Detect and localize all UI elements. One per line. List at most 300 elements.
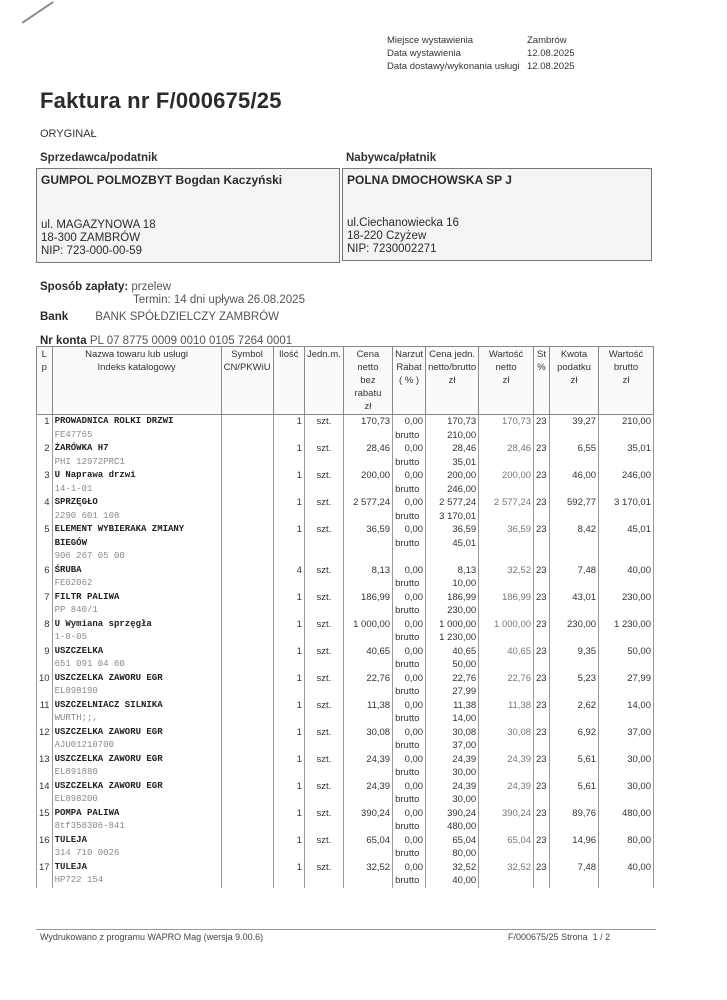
row-net-value: 24,39 bbox=[479, 780, 534, 794]
buyer-street: ul.Ciechanowiecka 16 bbox=[347, 217, 459, 229]
row-tax-amount: 14,96 bbox=[549, 834, 598, 848]
table-row bbox=[37, 496, 654, 510]
row-index: 14-1-01 bbox=[52, 483, 221, 497]
row-net-empty bbox=[479, 456, 534, 470]
row-gross-empty bbox=[599, 874, 654, 888]
row-symbol bbox=[221, 469, 273, 483]
row-unit: szt. bbox=[304, 807, 343, 821]
row-symbol-empty bbox=[221, 658, 273, 672]
row-qty: 1 bbox=[273, 591, 304, 605]
table-row-sub bbox=[37, 631, 654, 645]
row-unit: szt. bbox=[304, 834, 343, 848]
row-index: WURTH;;, bbox=[52, 712, 221, 726]
row-lp: 11 bbox=[37, 699, 53, 713]
delivery-date-value: 12.08.2025 bbox=[527, 61, 575, 72]
row-unit-empty bbox=[304, 537, 343, 551]
buyer-box bbox=[342, 168, 652, 261]
col-lp: L p bbox=[37, 347, 53, 415]
row-symbol-empty bbox=[221, 631, 273, 645]
row-vat-rate: 23 bbox=[534, 469, 550, 483]
row-unit-empty bbox=[304, 820, 343, 834]
row-unit-gross: 210,00 bbox=[426, 429, 479, 443]
table-row-sub bbox=[37, 874, 654, 888]
row-qty: 4 bbox=[273, 564, 304, 578]
row-price: 8,13 bbox=[343, 564, 392, 578]
row-gross-value: 30,00 bbox=[599, 780, 654, 794]
row-symbol-empty bbox=[221, 820, 273, 834]
row-tax-empty bbox=[549, 429, 598, 443]
row-net-empty bbox=[479, 577, 534, 591]
row-vat-empty bbox=[534, 604, 550, 618]
row-gross-empty bbox=[599, 537, 654, 551]
row-unit-net: 200,00 bbox=[426, 469, 479, 483]
row-qty-empty bbox=[273, 712, 304, 726]
row-lp: 4 bbox=[37, 496, 53, 510]
row-unit-gross: 14,00 bbox=[426, 712, 479, 726]
row-lp-empty bbox=[37, 604, 53, 618]
row-empty-cell bbox=[479, 550, 534, 564]
row-qty: 1 bbox=[273, 672, 304, 686]
row-index: 314 710 0026 bbox=[52, 847, 221, 861]
row-symbol bbox=[221, 442, 273, 456]
row-symbol-empty bbox=[221, 793, 273, 807]
row-index: AJU01210700 bbox=[52, 739, 221, 753]
table-row bbox=[37, 415, 654, 429]
col-unit-price: Cena jedn. netto/brutto zł bbox=[426, 347, 479, 415]
row-vat-rate: 23 bbox=[534, 415, 550, 429]
row-net-empty bbox=[479, 712, 534, 726]
row-symbol bbox=[221, 523, 273, 537]
row-unit-net: 22,76 bbox=[426, 672, 479, 686]
bank-row bbox=[40, 311, 279, 323]
table-row-sub bbox=[37, 847, 654, 861]
row-name: ELEMENT WYBIERAKA ZMIANY bbox=[52, 523, 221, 537]
row-unit: szt. bbox=[304, 645, 343, 659]
row-net-empty bbox=[479, 766, 534, 780]
row-empty-cell bbox=[599, 550, 654, 564]
row-gross-value: 45,01 bbox=[599, 523, 654, 537]
row-lp: 2 bbox=[37, 442, 53, 456]
footer-page-label: Strona bbox=[561, 932, 588, 942]
row-unit: szt. bbox=[304, 496, 343, 510]
table-row bbox=[37, 726, 654, 740]
row-lp-empty bbox=[37, 874, 53, 888]
table-row-sub bbox=[37, 483, 654, 497]
table-row bbox=[37, 807, 654, 821]
row-lp: 10 bbox=[37, 672, 53, 686]
row-gross-empty bbox=[599, 847, 654, 861]
row-gross-empty bbox=[599, 604, 654, 618]
row-qty: 1 bbox=[273, 726, 304, 740]
row-index: HP722 154 bbox=[52, 874, 221, 888]
row-tax-empty bbox=[549, 793, 598, 807]
row-lp-empty bbox=[37, 685, 53, 699]
row-net-value: 32,52 bbox=[479, 564, 534, 578]
row-unit-net: 170,73 bbox=[426, 415, 479, 429]
row-price: 24,39 bbox=[343, 780, 392, 794]
row-net-value: 170,73 bbox=[479, 415, 534, 429]
row-symbol bbox=[221, 672, 273, 686]
table-row bbox=[37, 523, 654, 537]
row-lp: 5 bbox=[37, 523, 53, 537]
row-qty-empty bbox=[273, 847, 304, 861]
row-index: PHI 12972PRC1 bbox=[52, 456, 221, 470]
row-tax-amount: 230,00 bbox=[549, 618, 598, 632]
delivery-date-label: Data dostawy/wykonania usługi bbox=[387, 61, 520, 72]
row-price: 36,59 bbox=[343, 523, 392, 537]
row-gross-empty bbox=[599, 658, 654, 672]
row-net-value: 390,24 bbox=[479, 807, 534, 821]
row-unit: szt. bbox=[304, 564, 343, 578]
row-net-empty bbox=[479, 429, 534, 443]
row-unit-net: 30,08 bbox=[426, 726, 479, 740]
row-tax-empty bbox=[549, 577, 598, 591]
row-unit-gross: 35,01 bbox=[426, 456, 479, 470]
row-unit-net: 36,59 bbox=[426, 523, 479, 537]
row-gross-value: 1 230,00 bbox=[599, 618, 654, 632]
table-row-sub bbox=[37, 685, 654, 699]
row-brutto-label: brutto bbox=[393, 456, 426, 470]
col-name: Nazwa towaru lub usługi Indeks katalogowy bbox=[52, 347, 221, 415]
row-tax-empty bbox=[549, 658, 598, 672]
row-tax-empty bbox=[549, 510, 598, 524]
row-index: EL891880 bbox=[52, 766, 221, 780]
row-unit-empty bbox=[304, 577, 343, 591]
row-name: ŚRUBA bbox=[52, 564, 221, 578]
col-vat-rate: St % bbox=[534, 347, 550, 415]
row-empty-cell bbox=[534, 550, 550, 564]
seller-name: GUMPOL POLMOZBYT Bogdan Kaczyński bbox=[41, 173, 283, 187]
row-tax-empty bbox=[549, 456, 598, 470]
row-qty-empty bbox=[273, 577, 304, 591]
row-tax-amount: 5,61 bbox=[549, 780, 598, 794]
row-unit: szt. bbox=[304, 618, 343, 632]
row-lp: 16 bbox=[37, 834, 53, 848]
row-unit-gross: 37,00 bbox=[426, 739, 479, 753]
row-lp-empty bbox=[37, 631, 53, 645]
row-brutto-label: brutto bbox=[393, 604, 426, 618]
buyer-label: Nabywca/płatnik bbox=[346, 152, 437, 164]
row-lp-empty bbox=[37, 820, 53, 834]
row-vat-empty bbox=[534, 766, 550, 780]
row-qty-empty bbox=[273, 820, 304, 834]
row-vat-empty bbox=[534, 793, 550, 807]
row-net-value: 40,65 bbox=[479, 645, 534, 659]
row-price: 170,73 bbox=[343, 415, 392, 429]
row-qty-empty bbox=[273, 793, 304, 807]
row-brutto-label: brutto bbox=[393, 685, 426, 699]
row-tax-empty bbox=[549, 483, 598, 497]
row-tax-empty bbox=[549, 847, 598, 861]
seller-nip: NIP: 723-000-00-59 bbox=[41, 245, 143, 257]
row-index: EL898190 bbox=[52, 685, 221, 699]
row-lp: 3 bbox=[37, 469, 53, 483]
col-tax-amount: Kwota podatku zł bbox=[549, 347, 598, 415]
row-unit-net: 1 000,00 bbox=[426, 618, 479, 632]
row-net-value: 2 577,24 bbox=[479, 496, 534, 510]
row-name: USZCZELKA ZAWORU EGR bbox=[52, 753, 221, 767]
row-vat-rate: 23 bbox=[534, 699, 550, 713]
row-price: 30,08 bbox=[343, 726, 392, 740]
row-name: PROWADNICA ROLKI DRZWI bbox=[52, 415, 221, 429]
table-row-sub bbox=[37, 820, 654, 834]
row-qty: 1 bbox=[273, 442, 304, 456]
row-symbol-empty bbox=[221, 847, 273, 861]
row-net-empty bbox=[479, 510, 534, 524]
table-row-sub bbox=[37, 429, 654, 443]
row-net-value: 36,59 bbox=[479, 523, 534, 537]
row-lp: 13 bbox=[37, 753, 53, 767]
row-price-empty bbox=[343, 537, 392, 551]
row-symbol-empty bbox=[221, 874, 273, 888]
row-qty-empty bbox=[273, 483, 304, 497]
row-price-empty bbox=[343, 766, 392, 780]
col-symbol: Symbol CN/PKWiU bbox=[221, 347, 273, 415]
invoice-meta bbox=[387, 34, 575, 73]
row-name: POMPA PALIWA bbox=[52, 807, 221, 821]
row-gross-empty bbox=[599, 739, 654, 753]
row-qty-empty bbox=[273, 604, 304, 618]
row-price: 65,04 bbox=[343, 834, 392, 848]
payment-method-value: przelew bbox=[131, 281, 172, 293]
row-unit-net: 390,24 bbox=[426, 807, 479, 821]
row-index: 651 091 04 60 bbox=[52, 658, 221, 672]
row-symbol bbox=[221, 564, 273, 578]
row-tax-amount: 592,77 bbox=[549, 496, 598, 510]
row-symbol bbox=[221, 645, 273, 659]
row-unit-empty bbox=[304, 766, 343, 780]
row-vat-rate: 23 bbox=[534, 672, 550, 686]
row-lp: 12 bbox=[37, 726, 53, 740]
row-net-value: 11,38 bbox=[479, 699, 534, 713]
table-row-sub bbox=[37, 766, 654, 780]
row-empty-cell bbox=[426, 550, 479, 564]
row-brutto-label: brutto bbox=[393, 631, 426, 645]
row-unit-empty bbox=[304, 483, 343, 497]
row-price-empty bbox=[343, 847, 392, 861]
row-price: 24,39 bbox=[343, 753, 392, 767]
row-net-empty bbox=[479, 820, 534, 834]
row-unit: szt. bbox=[304, 726, 343, 740]
row-symbol-empty bbox=[221, 429, 273, 443]
bank-value: BANK SPÓŁDZIELCZY ZAMBRÓW bbox=[95, 311, 280, 323]
row-unit-gross: 10,00 bbox=[426, 577, 479, 591]
row-unit-net: 24,39 bbox=[426, 780, 479, 794]
row-lp-empty bbox=[37, 793, 53, 807]
row-gross-value: 35,01 bbox=[599, 442, 654, 456]
table-row bbox=[37, 645, 654, 659]
row-qty: 1 bbox=[273, 807, 304, 821]
row-symbol-empty bbox=[221, 510, 273, 524]
row-vat-rate: 23 bbox=[534, 523, 550, 537]
row-tax-empty bbox=[549, 874, 598, 888]
row-empty-cell bbox=[549, 550, 598, 564]
table-row-sub bbox=[37, 510, 654, 524]
row-symbol bbox=[221, 834, 273, 848]
row-tax-amount: 6,92 bbox=[549, 726, 598, 740]
row-symbol-empty bbox=[221, 577, 273, 591]
row-lp-empty bbox=[37, 537, 53, 551]
row-qty-empty bbox=[273, 631, 304, 645]
table-row bbox=[37, 699, 654, 713]
row-unit-gross: 480,00 bbox=[426, 820, 479, 834]
row-unit-gross: 30,00 bbox=[426, 793, 479, 807]
row-unit: szt. bbox=[304, 591, 343, 605]
row-tax-amount: 2,62 bbox=[549, 699, 598, 713]
row-qty-empty bbox=[273, 429, 304, 443]
row-unit-gross: 45,01 bbox=[426, 537, 479, 551]
row-name: SPRZĘGŁO bbox=[52, 496, 221, 510]
row-gross-value: 246,00 bbox=[599, 469, 654, 483]
row-gross-empty bbox=[599, 820, 654, 834]
row-gross-empty bbox=[599, 766, 654, 780]
row-tax-empty bbox=[549, 766, 598, 780]
row-unit-net: 28,46 bbox=[426, 442, 479, 456]
row-index: EL898200 bbox=[52, 793, 221, 807]
row-lp: 14 bbox=[37, 780, 53, 794]
row-qty: 1 bbox=[273, 780, 304, 794]
copy-type: ORYGINAŁ bbox=[40, 128, 97, 140]
row-vat-empty bbox=[534, 874, 550, 888]
row-unit-empty bbox=[304, 658, 343, 672]
row-lp: 9 bbox=[37, 645, 53, 659]
row-name: U Naprawa drzwi bbox=[52, 469, 221, 483]
row-brutto-label: brutto bbox=[393, 537, 426, 551]
row-unit-empty bbox=[304, 739, 343, 753]
table-row bbox=[37, 834, 654, 848]
row-name: TULEJA bbox=[52, 861, 221, 875]
row-unit: szt. bbox=[304, 415, 343, 429]
row-net-value: 186,99 bbox=[479, 591, 534, 605]
row-empty-cell bbox=[393, 550, 426, 564]
row-lp-empty bbox=[37, 658, 53, 672]
row-discount: 0,00 bbox=[393, 861, 426, 875]
col-price: Cena netto bez rabatu zł bbox=[343, 347, 392, 415]
row-net-value: 200,00 bbox=[479, 469, 534, 483]
row-index: FE47765 bbox=[52, 429, 221, 443]
row-lp: 1 bbox=[37, 415, 53, 429]
row-qty-empty bbox=[273, 658, 304, 672]
row-unit: szt. bbox=[304, 780, 343, 794]
row-discount: 0,00 bbox=[393, 672, 426, 686]
row-gross-empty bbox=[599, 685, 654, 699]
row-price-empty bbox=[343, 685, 392, 699]
row-price-empty bbox=[343, 483, 392, 497]
row-tax-empty bbox=[549, 712, 598, 726]
row-vat-empty bbox=[534, 820, 550, 834]
invoice-title: Faktura nr F/000675/25 bbox=[40, 88, 282, 113]
row-tax-amount: 8,42 bbox=[549, 523, 598, 537]
row-net-empty bbox=[479, 631, 534, 645]
row-price: 2 577,24 bbox=[343, 496, 392, 510]
footer-page-value: 1 / 2 bbox=[592, 932, 611, 942]
row-unit-empty bbox=[304, 712, 343, 726]
row-brutto-label: brutto bbox=[393, 820, 426, 834]
table-row-sub bbox=[37, 739, 654, 753]
row-qty: 1 bbox=[273, 834, 304, 848]
row-vat-empty bbox=[534, 510, 550, 524]
row-gross-empty bbox=[599, 483, 654, 497]
row-gross-value: 230,00 bbox=[599, 591, 654, 605]
row-vat-rate: 23 bbox=[534, 726, 550, 740]
row-qty: 1 bbox=[273, 645, 304, 659]
row-price-empty bbox=[343, 793, 392, 807]
row-vat-empty bbox=[534, 483, 550, 497]
row-index: 1-0-05 bbox=[52, 631, 221, 645]
payment-method bbox=[40, 281, 171, 293]
row-name: USZCZELKA ZAWORU EGR bbox=[52, 726, 221, 740]
row-empty-cell bbox=[221, 550, 273, 564]
row-symbol bbox=[221, 496, 273, 510]
row-unit-gross: 27,99 bbox=[426, 685, 479, 699]
row-discount: 0,00 bbox=[393, 469, 426, 483]
row-vat-rate: 23 bbox=[534, 753, 550, 767]
buyer-nip: NIP: 7230002271 bbox=[347, 243, 437, 255]
place-label: Miejsce wystawienia bbox=[387, 35, 474, 46]
row-unit-gross: 230,00 bbox=[426, 604, 479, 618]
row-unit-net: 24,39 bbox=[426, 753, 479, 767]
seller-box bbox=[36, 168, 340, 263]
row-qty-empty bbox=[273, 685, 304, 699]
row-gross-value: 40,00 bbox=[599, 861, 654, 875]
row-net-empty bbox=[479, 793, 534, 807]
row-qty: 1 bbox=[273, 523, 304, 537]
col-discount: Narzut Rabat ( % ) bbox=[393, 347, 426, 415]
row-tax-amount: 6,55 bbox=[549, 442, 598, 456]
row-unit-net: 11,38 bbox=[426, 699, 479, 713]
row-net-value: 28,46 bbox=[479, 442, 534, 456]
table-row bbox=[37, 618, 654, 632]
row-price-empty bbox=[343, 456, 392, 470]
items-table bbox=[36, 346, 654, 888]
row-price-empty bbox=[343, 820, 392, 834]
row-price-empty bbox=[343, 631, 392, 645]
row-lp: 17 bbox=[37, 861, 53, 875]
row-discount: 0,00 bbox=[393, 645, 426, 659]
row-qty: 1 bbox=[273, 753, 304, 767]
row-vat-empty bbox=[534, 537, 550, 551]
row-price-empty bbox=[343, 577, 392, 591]
row-price-empty bbox=[343, 604, 392, 618]
table-row bbox=[37, 469, 654, 483]
row-unit: szt. bbox=[304, 469, 343, 483]
row-net-empty bbox=[479, 685, 534, 699]
row-brutto-label: brutto bbox=[393, 483, 426, 497]
row-unit-gross: 3 170,01 bbox=[426, 510, 479, 524]
row-lp-empty bbox=[37, 712, 53, 726]
row-price-empty bbox=[343, 874, 392, 888]
row-unit-gross: 80,00 bbox=[426, 847, 479, 861]
row-gross-value: 40,00 bbox=[599, 564, 654, 578]
row-unit: szt. bbox=[304, 523, 343, 537]
table-row-sub bbox=[37, 658, 654, 672]
row-qty-empty bbox=[273, 456, 304, 470]
row-vat-empty bbox=[534, 429, 550, 443]
row-price-empty bbox=[343, 739, 392, 753]
row-tax-amount: 89,76 bbox=[549, 807, 598, 821]
row-vat-empty bbox=[534, 712, 550, 726]
row-gross-empty bbox=[599, 510, 654, 524]
row-vat-empty bbox=[534, 456, 550, 470]
row-qty: 1 bbox=[273, 496, 304, 510]
row-vat-rate: 23 bbox=[534, 807, 550, 821]
row-name: USZCZELKA ZAWORU EGR bbox=[52, 672, 221, 686]
place-value: Zambrów bbox=[527, 35, 567, 46]
row-vat-empty bbox=[534, 658, 550, 672]
row-lp-empty bbox=[37, 766, 53, 780]
table-row-sub bbox=[37, 550, 654, 564]
row-discount: 0,00 bbox=[393, 807, 426, 821]
